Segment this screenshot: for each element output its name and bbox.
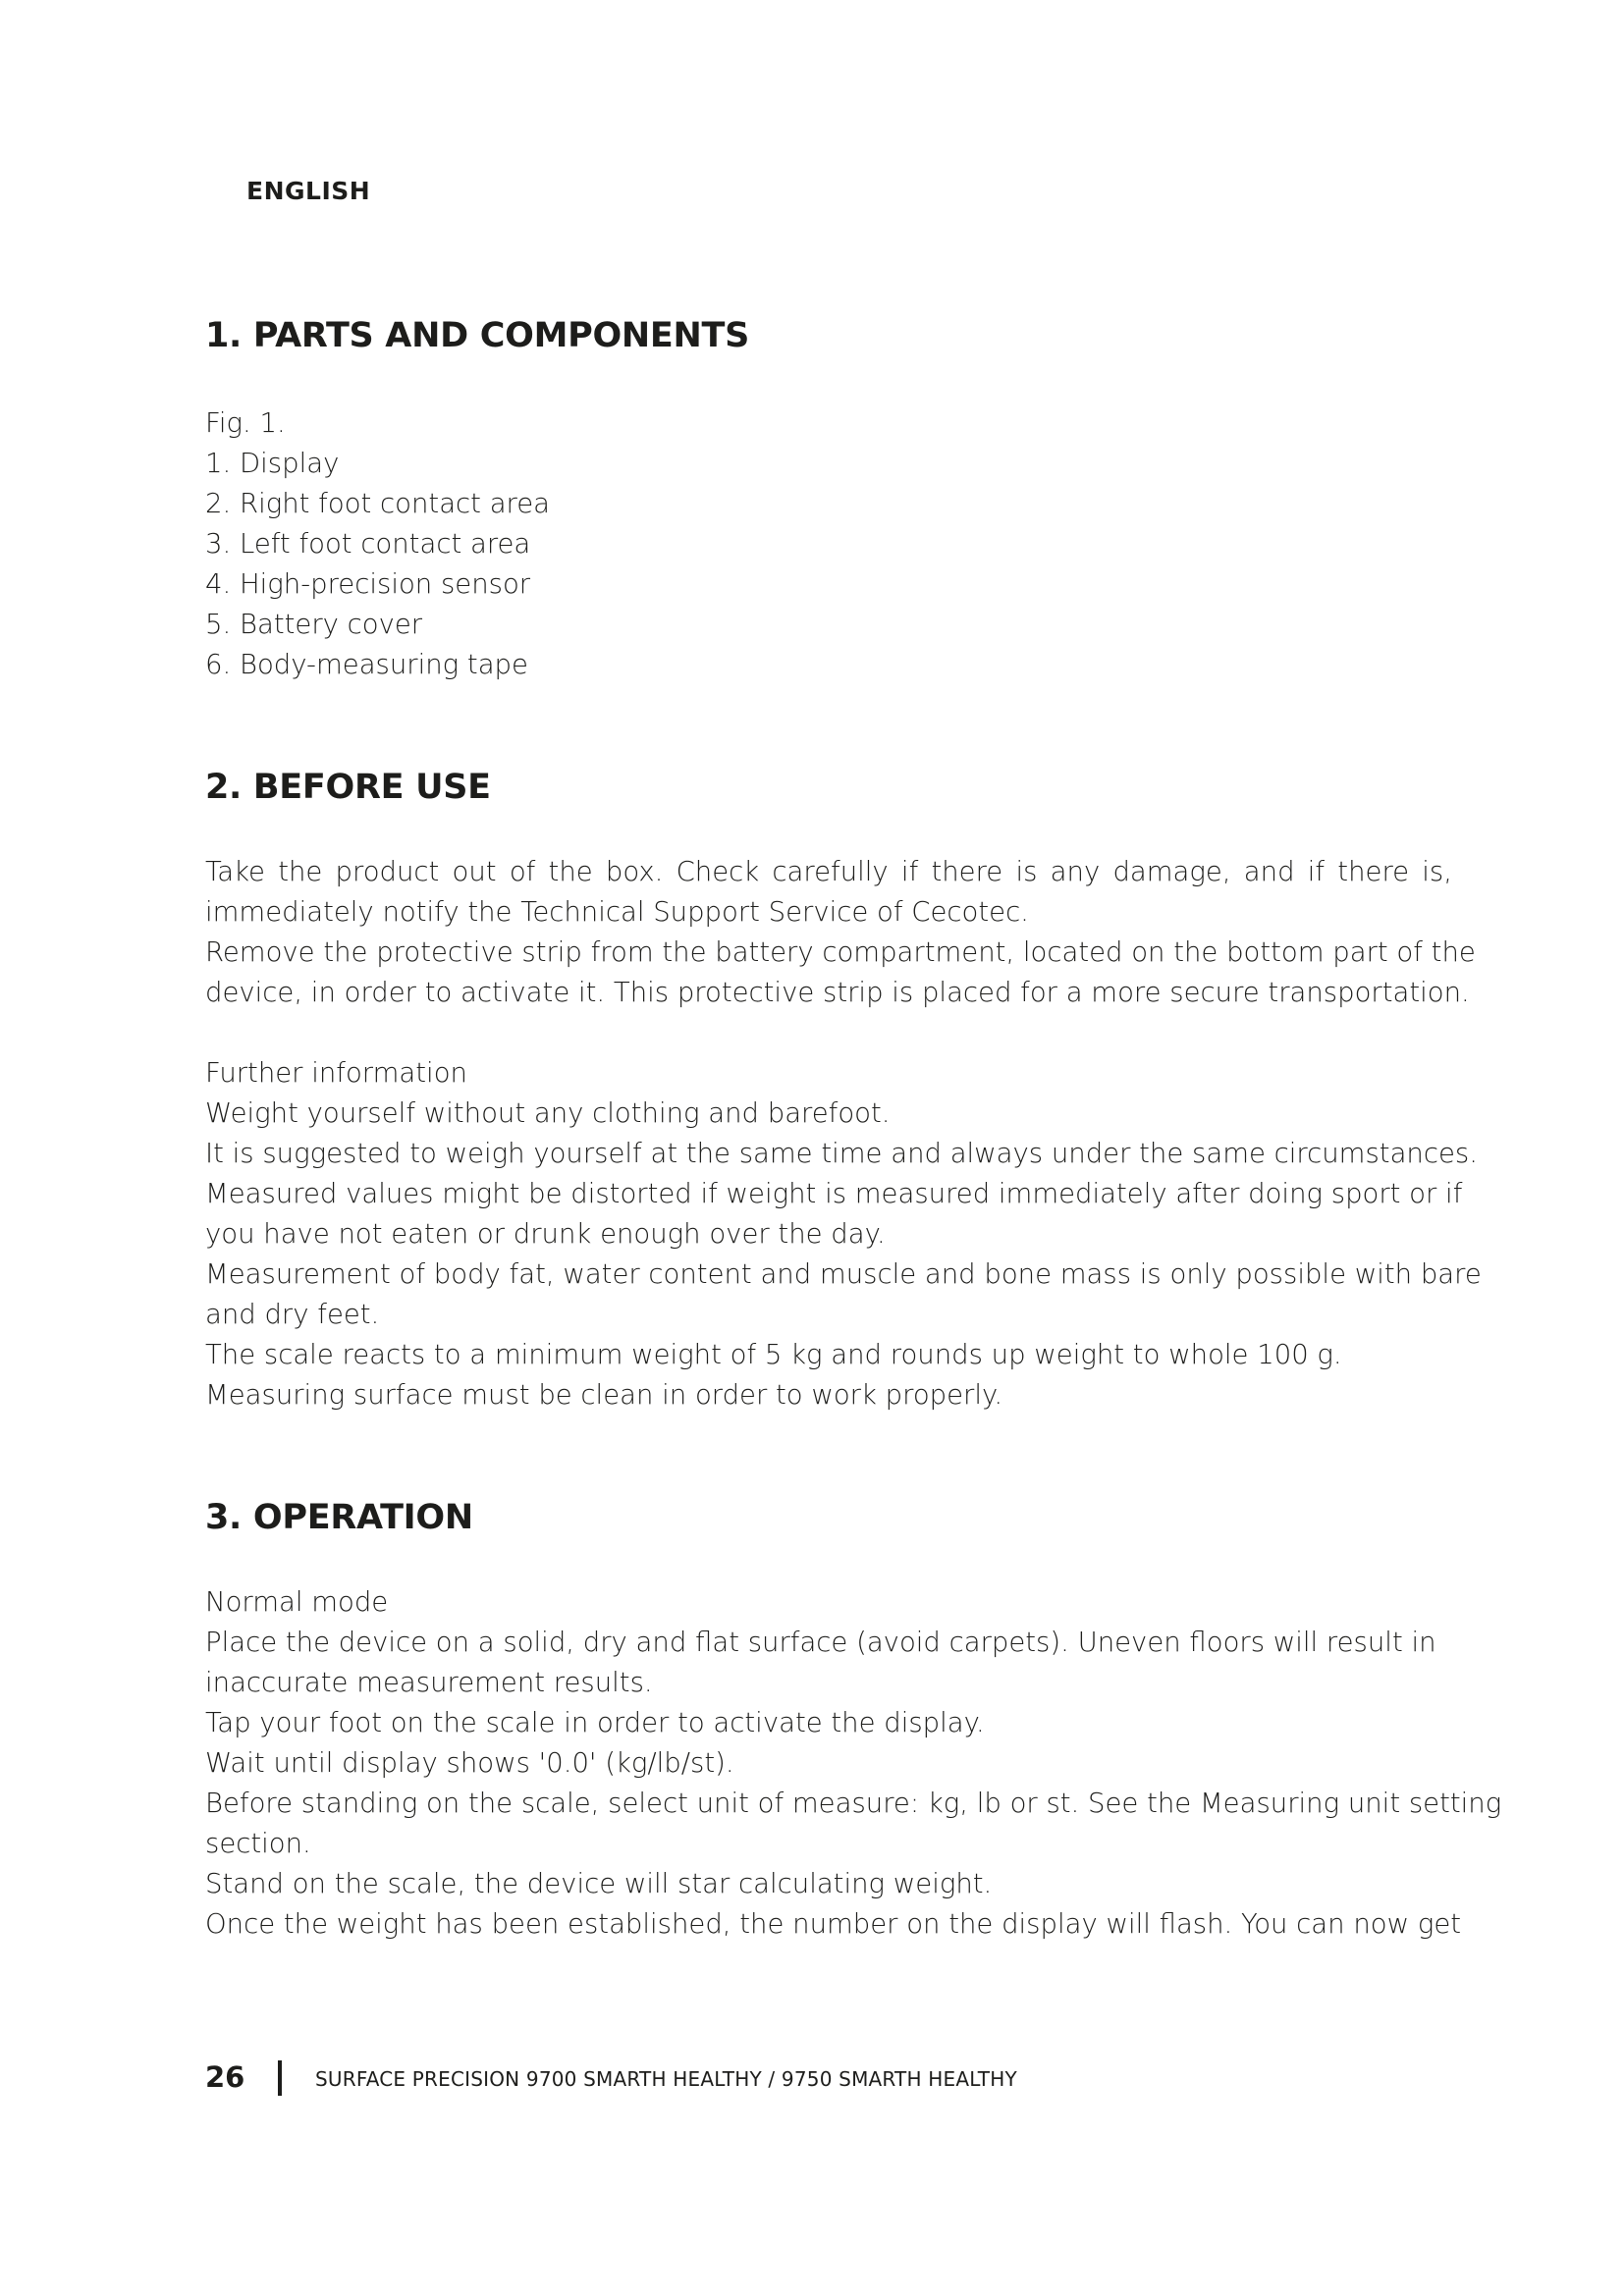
mode-title: Normal mode [205, 1586, 389, 1618]
section-heading-operation: 3. OPERATION [205, 1498, 473, 1537]
operation-body [205, 1582, 1502, 1945]
list-item: 3. Left foot contact area [205, 528, 531, 560]
paragraph-line: Tap your foot on the scale in order to activate the display. [205, 1707, 985, 1738]
paragraph-line: It is suggested to weigh yourself at the same time and always under the same circumstances. [205, 1138, 1478, 1169]
paragraph-line: Weight yourself without any clothing and barefoot. [205, 1097, 891, 1129]
language-label: ENGLISH [246, 177, 371, 205]
list-item: 2. Right foot contact area [205, 488, 551, 519]
footer-product-title: SURFACE PRECISION 9700 SMARTH HEALTHY / 9750 SMARTH HEALTHY [315, 2067, 1017, 2091]
list-item: 1. Display [205, 448, 340, 479]
paragraph-line: you have not eaten or drunk enough over the day. [205, 1218, 886, 1250]
paragraph-line: immediately notify the Technical Support Service of Cecotec. [205, 896, 1029, 928]
paragraph-line: Wait until display shows '0.0' (kg/lb/st). [205, 1747, 734, 1779]
list-item: 4. High-precision sensor [205, 568, 531, 600]
paragraph-line: The scale reacts to a minimum weight of 5 kg and rounds up weight to whole 100 g. [205, 1339, 1342, 1370]
paragraph-line: Stand on the scale, the device will star calculating weight. [205, 1868, 993, 1899]
page-number: 26 [205, 2060, 245, 2094]
further-info-title: Further information [205, 1057, 467, 1089]
paragraph-line: Measurement of body fat, water content and muscle and bone mass is only possible with bare [205, 1258, 1482, 1290]
section-heading-parts: 1. PARTS AND COMPONENTS [205, 316, 749, 355]
paragraph-line: section. [205, 1828, 311, 1859]
paragraph-line: Remove the protective strip from the battery compartment, located on the bottom part of the [205, 936, 1476, 968]
list-item: 5. Battery cover [205, 609, 423, 640]
section-heading-before-use: 2. BEFORE USE [205, 768, 491, 807]
paragraph-line: Once the weight has been established, the number on the display will flash. You can now get [205, 1908, 1462, 1940]
paragraph-line: device, in order to activate it. This protective strip is placed for a more secure transportation. [205, 977, 1470, 1008]
paragraph-line: and dry feet. [205, 1299, 380, 1330]
paragraph-line: Measuring surface must be clean in order to work properly. [205, 1379, 1003, 1411]
paragraph-line: Take the product out of the box. Check carefully if there is any damage, and if there is, [205, 856, 1452, 887]
list-item: 6. Body-measuring tape [205, 649, 528, 680]
figure-label: Fig. 1. [205, 407, 286, 439]
paragraph-line: Before standing on the scale, select unit of measure: kg, lb or st. See the Measuring unit setting [205, 1788, 1502, 1819]
parts-list [205, 403, 1452, 685]
paragraph-line: Measured values might be distorted if weight is measured immediately after doing sport or if [205, 1178, 1463, 1209]
footer-divider [278, 2060, 282, 2096]
before-use-body [205, 852, 1482, 1415]
paragraph-line: Place the device on a solid, dry and flat surface (avoid carpets). Uneven floors will result in [205, 1627, 1436, 1658]
paragraph-line: inaccurate measurement results. [205, 1667, 653, 1698]
